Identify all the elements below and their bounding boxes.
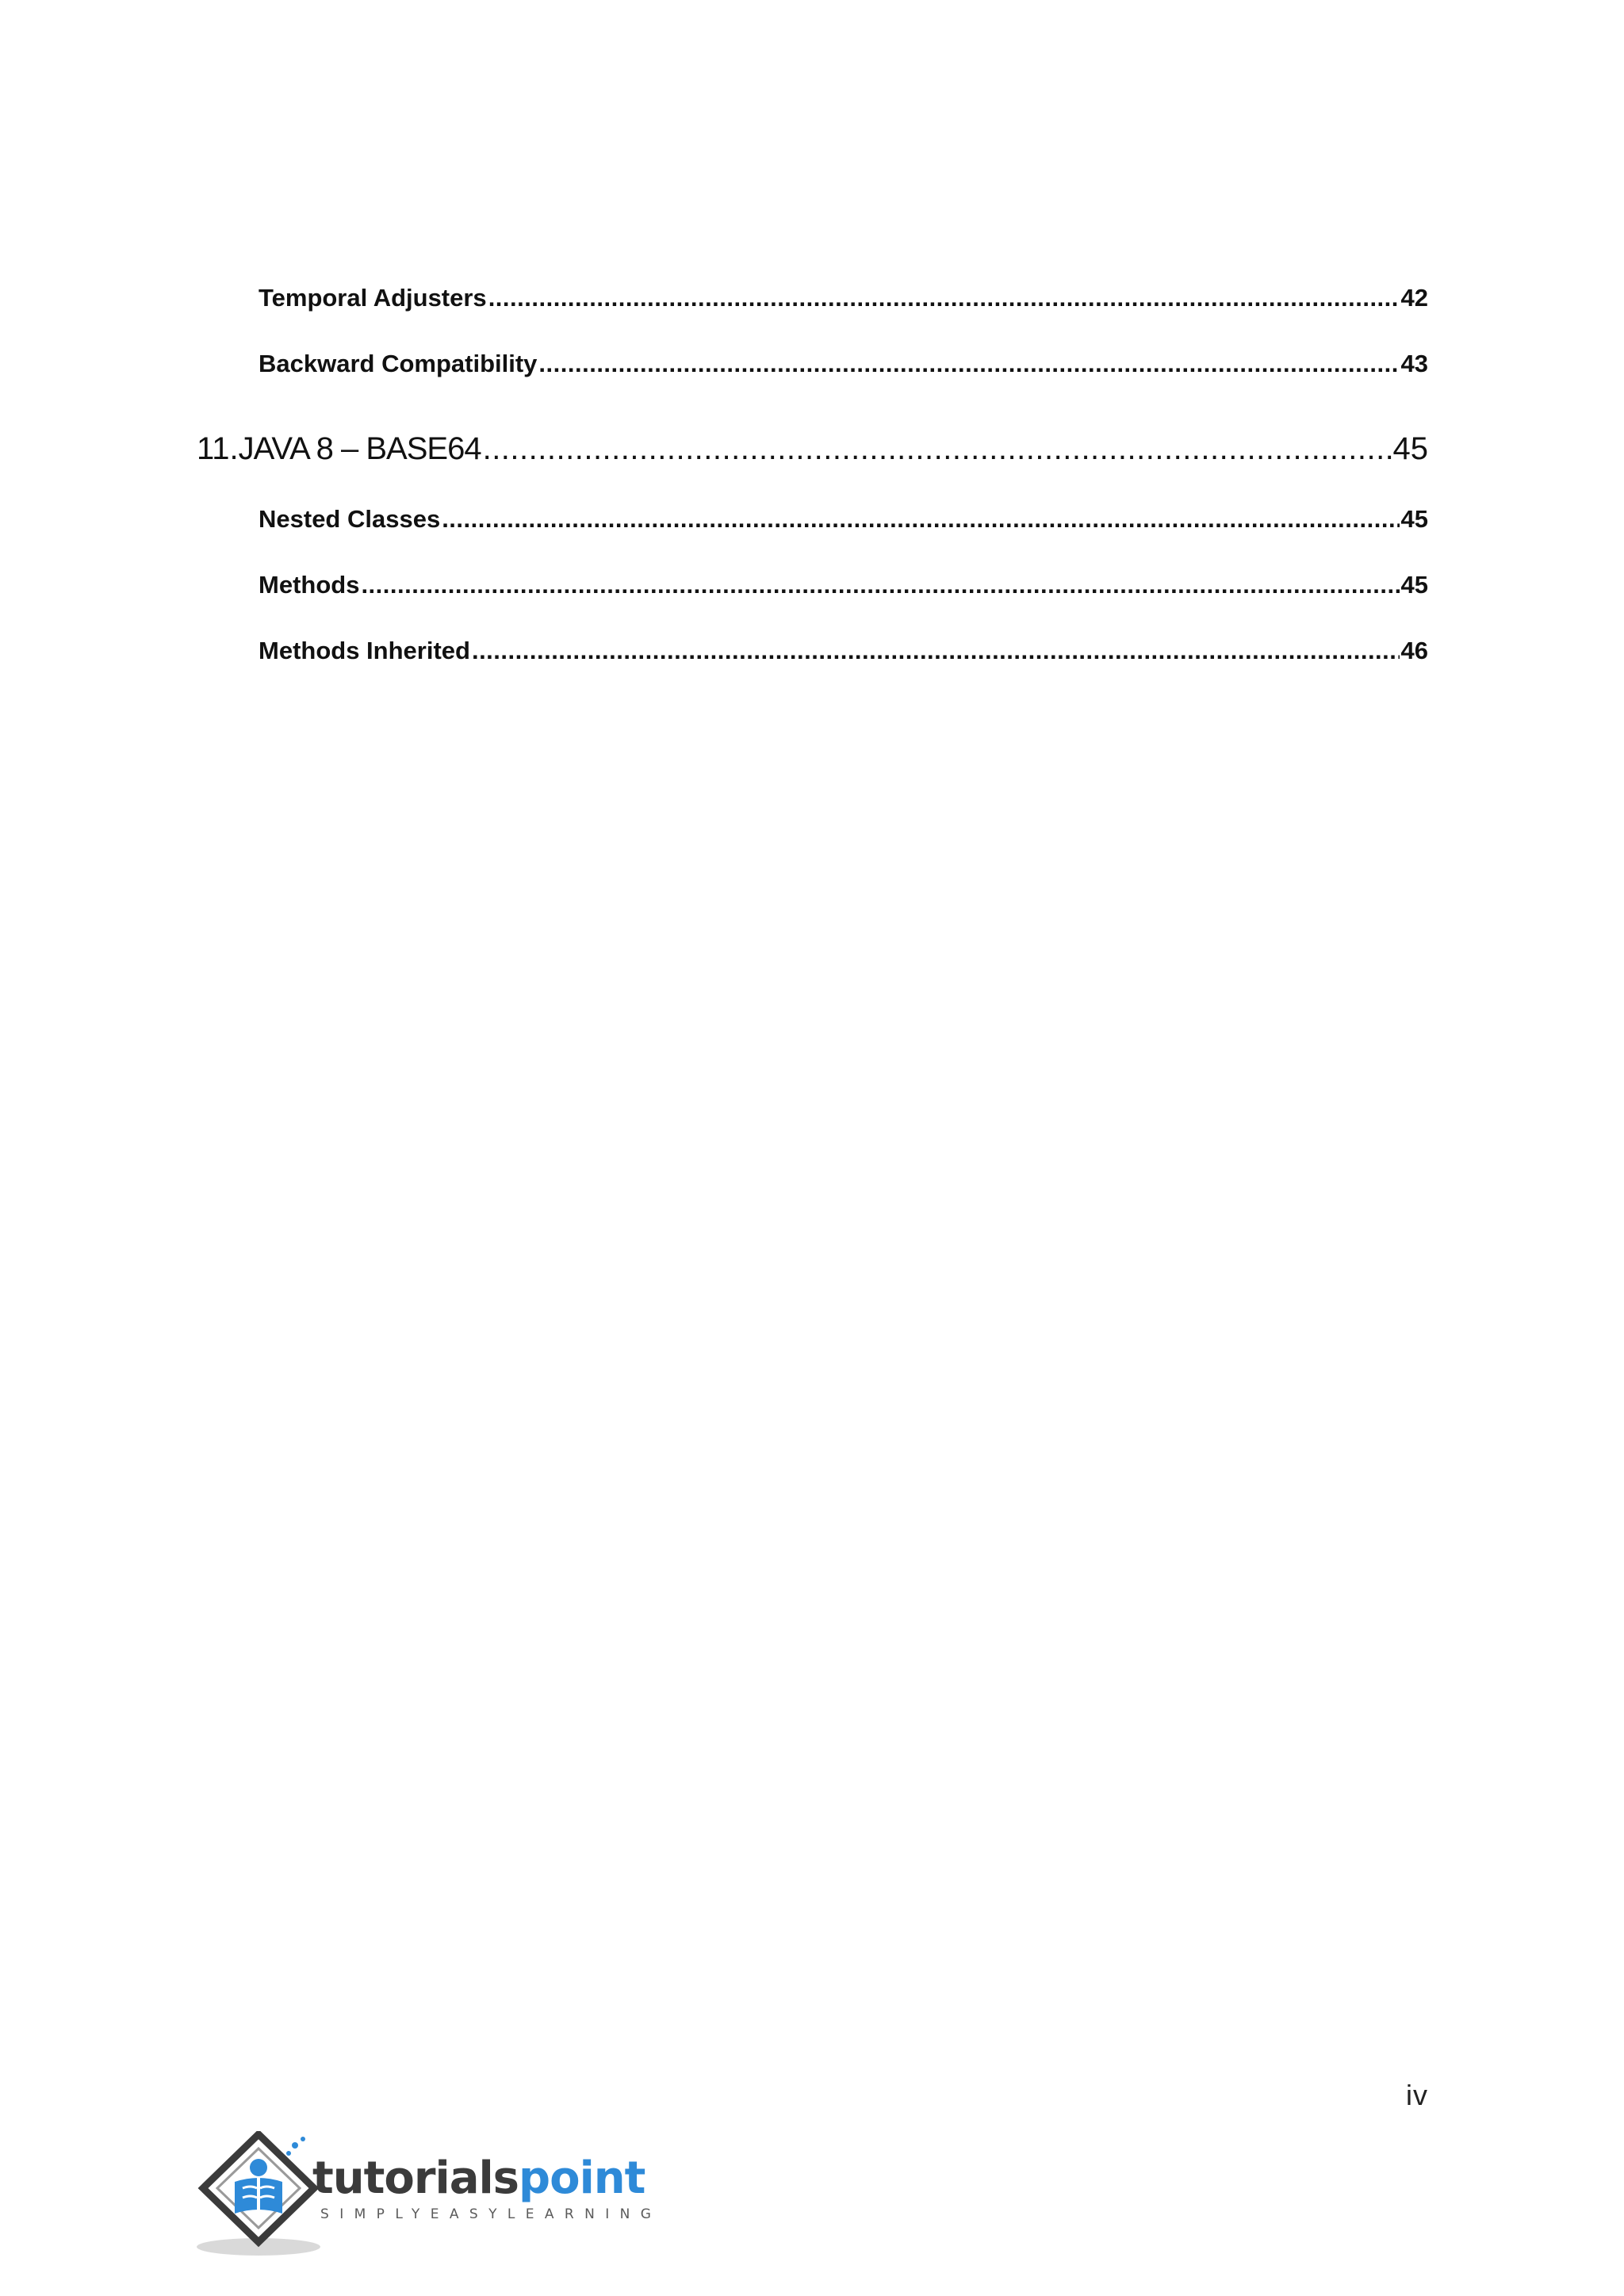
dot-leader [483, 431, 1392, 467]
toc-entry-page: 45 [1400, 505, 1428, 533]
toc-entry-methods-inherited[interactable] [259, 637, 1428, 665]
toc-entry-page: 42 [1400, 284, 1428, 312]
logo-diamond-icon [195, 2131, 322, 2258]
toc-entry-title: Temporal Adjusters [259, 284, 487, 312]
dot-leader [538, 350, 1399, 378]
page-number: iv [1406, 2079, 1428, 2111]
toc-entry-nested-classes[interactable] [259, 505, 1428, 534]
toc-chapter-java8-base64[interactable] [197, 431, 1428, 467]
toc-entry-page: 45 [1400, 571, 1428, 599]
chapter-number: 11. [197, 431, 239, 466]
toc-entry-backward-compatibility[interactable] [259, 350, 1428, 378]
toc-entry-temporal-adjusters[interactable] [259, 284, 1428, 312]
toc-entry-methods[interactable] [259, 571, 1428, 599]
dot-leader [442, 505, 1399, 534]
dot-leader [472, 637, 1400, 665]
toc-entry-page: 43 [1400, 350, 1428, 377]
dot-leader [488, 284, 1400, 312]
chapter-title: JAVA 8 – BASE64 [238, 431, 481, 466]
logo-wordmark: tutorialspoint [312, 2152, 645, 2204]
toc-entry-page: 46 [1400, 637, 1428, 664]
toc-entry-title: Methods [259, 571, 360, 599]
tutorialspoint-logo [195, 2131, 662, 2258]
chapter-page: 45 [1392, 431, 1428, 466]
logo-tagline: SIMPLYEASYLEARNING [320, 2206, 662, 2222]
toc-entry-title: Methods Inherited [259, 637, 470, 664]
table-of-contents [0, 0, 1624, 714]
dot-leader [361, 571, 1399, 599]
toc-entry-title: Nested Classes [259, 505, 441, 533]
toc-entry-title: Backward Compatibility [259, 350, 538, 377]
